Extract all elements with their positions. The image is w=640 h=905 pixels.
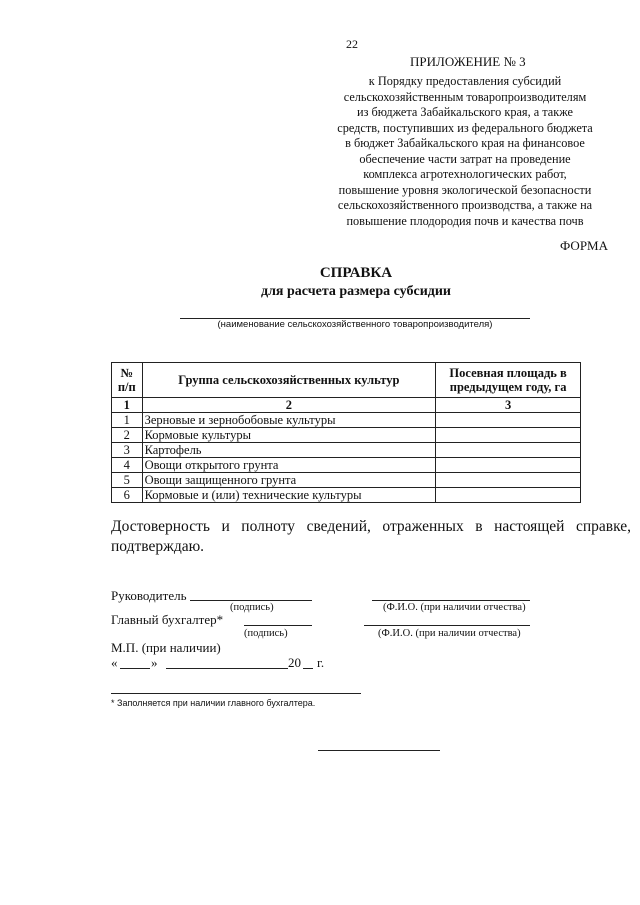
- head-signature-caption: (подпись): [230, 602, 274, 613]
- appendix-line: сельскохозяйственным товаропроизводителям: [343, 89, 587, 104]
- row-crop-group: Кормовые культуры: [142, 428, 436, 443]
- date-year-prefix: 20: [288, 655, 301, 670]
- head-label: Руководитель: [111, 588, 187, 603]
- appendix-line: сельскохозяйственного производства, а также на: [337, 198, 593, 212]
- header-area-line: Посевная площадь в: [449, 366, 567, 380]
- appendix-line: комплекса агротехнологических работ,: [363, 167, 567, 181]
- header-number: [112, 363, 143, 398]
- table-row: [112, 488, 581, 503]
- row-area-cell[interactable]: [436, 413, 581, 428]
- appendix-line: повышение уровня экологической безопасности: [338, 182, 592, 197]
- table-row: [112, 458, 581, 473]
- head-signature-line[interactable]: [190, 600, 312, 601]
- appendix-line: из бюджета Забайкальского края, а также: [356, 105, 574, 119]
- bottom-separator: [318, 750, 440, 751]
- row-area-cell[interactable]: [436, 428, 581, 443]
- row-crop-group: Картофель: [142, 443, 436, 458]
- accountant-fio-caption: (Ф.И.О. (при наличии отчества): [378, 628, 521, 639]
- row-crop-group: Овощи открытого грунта: [142, 458, 436, 473]
- stamp-label: М.П. (при наличии): [111, 640, 221, 655]
- head-fio-caption: (Ф.И.О. (при наличии отчества): [383, 602, 526, 613]
- row-number: 1: [112, 413, 143, 428]
- row-area-cell[interactable]: [436, 473, 581, 488]
- row-crop-group: Зерновые и зернобобовые культуры: [142, 413, 436, 428]
- appendix-line: обеспечение части затрат на проведение: [359, 151, 571, 166]
- row-number: 5: [112, 473, 143, 488]
- form-label: ФОРМА: [560, 238, 608, 253]
- table-row: [112, 473, 581, 488]
- table-row: [112, 428, 581, 443]
- page-number: 22: [346, 37, 358, 51]
- appendix-line: в бюджет Забайкальского края на финансовое: [345, 136, 585, 150]
- crops-table: [111, 362, 581, 503]
- row-number: 2: [112, 428, 143, 443]
- accountant-signature-caption: (подпись): [244, 628, 288, 639]
- date-day-line[interactable]: [120, 668, 150, 669]
- column-index: 2: [142, 398, 436, 413]
- appendix-line: средств, поступивших из федерального бюджета: [337, 120, 593, 135]
- appendix-title: ПРИЛОЖЕНИЕ № 3: [410, 54, 526, 69]
- row-area-cell[interactable]: [436, 443, 581, 458]
- table-header-row: [112, 363, 581, 398]
- date-close-quote: »: [151, 655, 158, 670]
- header-number-line: п/п: [117, 380, 136, 394]
- footnote: * Заполняется при наличии главного бухгалтера.: [111, 698, 316, 708]
- row-number: 4: [112, 458, 143, 473]
- head-fio-line[interactable]: [372, 600, 530, 601]
- appendix-description: [300, 74, 630, 229]
- document-title: СПРАВКА: [319, 265, 393, 281]
- header-area-line: предыдущем году, га: [449, 380, 567, 394]
- date-month-line[interactable]: [166, 668, 288, 669]
- producer-name-caption: (наименование сельскохозяйственного товаропроизводителя): [217, 319, 493, 330]
- header-sown-area: [436, 363, 581, 398]
- row-number: 6: [112, 488, 143, 503]
- confirmation-text: Достоверность и полноту сведений, отраженных в настоящей справке, подтверждаю.: [111, 518, 631, 555]
- accountant-signature-line[interactable]: [244, 625, 312, 626]
- header-crop-group: Группа сельскохозяйственных культур: [142, 363, 436, 398]
- date-year-line[interactable]: [303, 668, 313, 669]
- accountant-fio-line[interactable]: [364, 625, 530, 626]
- date-open-quote: «: [111, 655, 118, 670]
- column-index: 3: [436, 398, 581, 413]
- appendix-line: к Порядку предоставления субсидий: [368, 74, 562, 88]
- document-subtitle: для расчета размера субсидии: [261, 284, 451, 299]
- chief-accountant-label: Главный бухгалтер*: [111, 612, 224, 627]
- table-row: [112, 443, 581, 458]
- column-index: 1: [112, 398, 143, 413]
- row-crop-group: Кормовые и (или) технические культуры: [142, 488, 436, 503]
- row-crop-group: Овощи защищенного грунта: [142, 473, 436, 488]
- row-area-cell[interactable]: [436, 458, 581, 473]
- row-number: 3: [112, 443, 143, 458]
- footnote-separator: [111, 693, 361, 694]
- table-row: [112, 413, 581, 428]
- row-area-cell[interactable]: [436, 488, 581, 503]
- date-year-suffix: г.: [317, 655, 325, 670]
- header-number-line: №: [120, 366, 134, 380]
- column-index-row: [112, 398, 581, 413]
- appendix-line: повышение плодородия почв и качества почв: [346, 213, 584, 228]
